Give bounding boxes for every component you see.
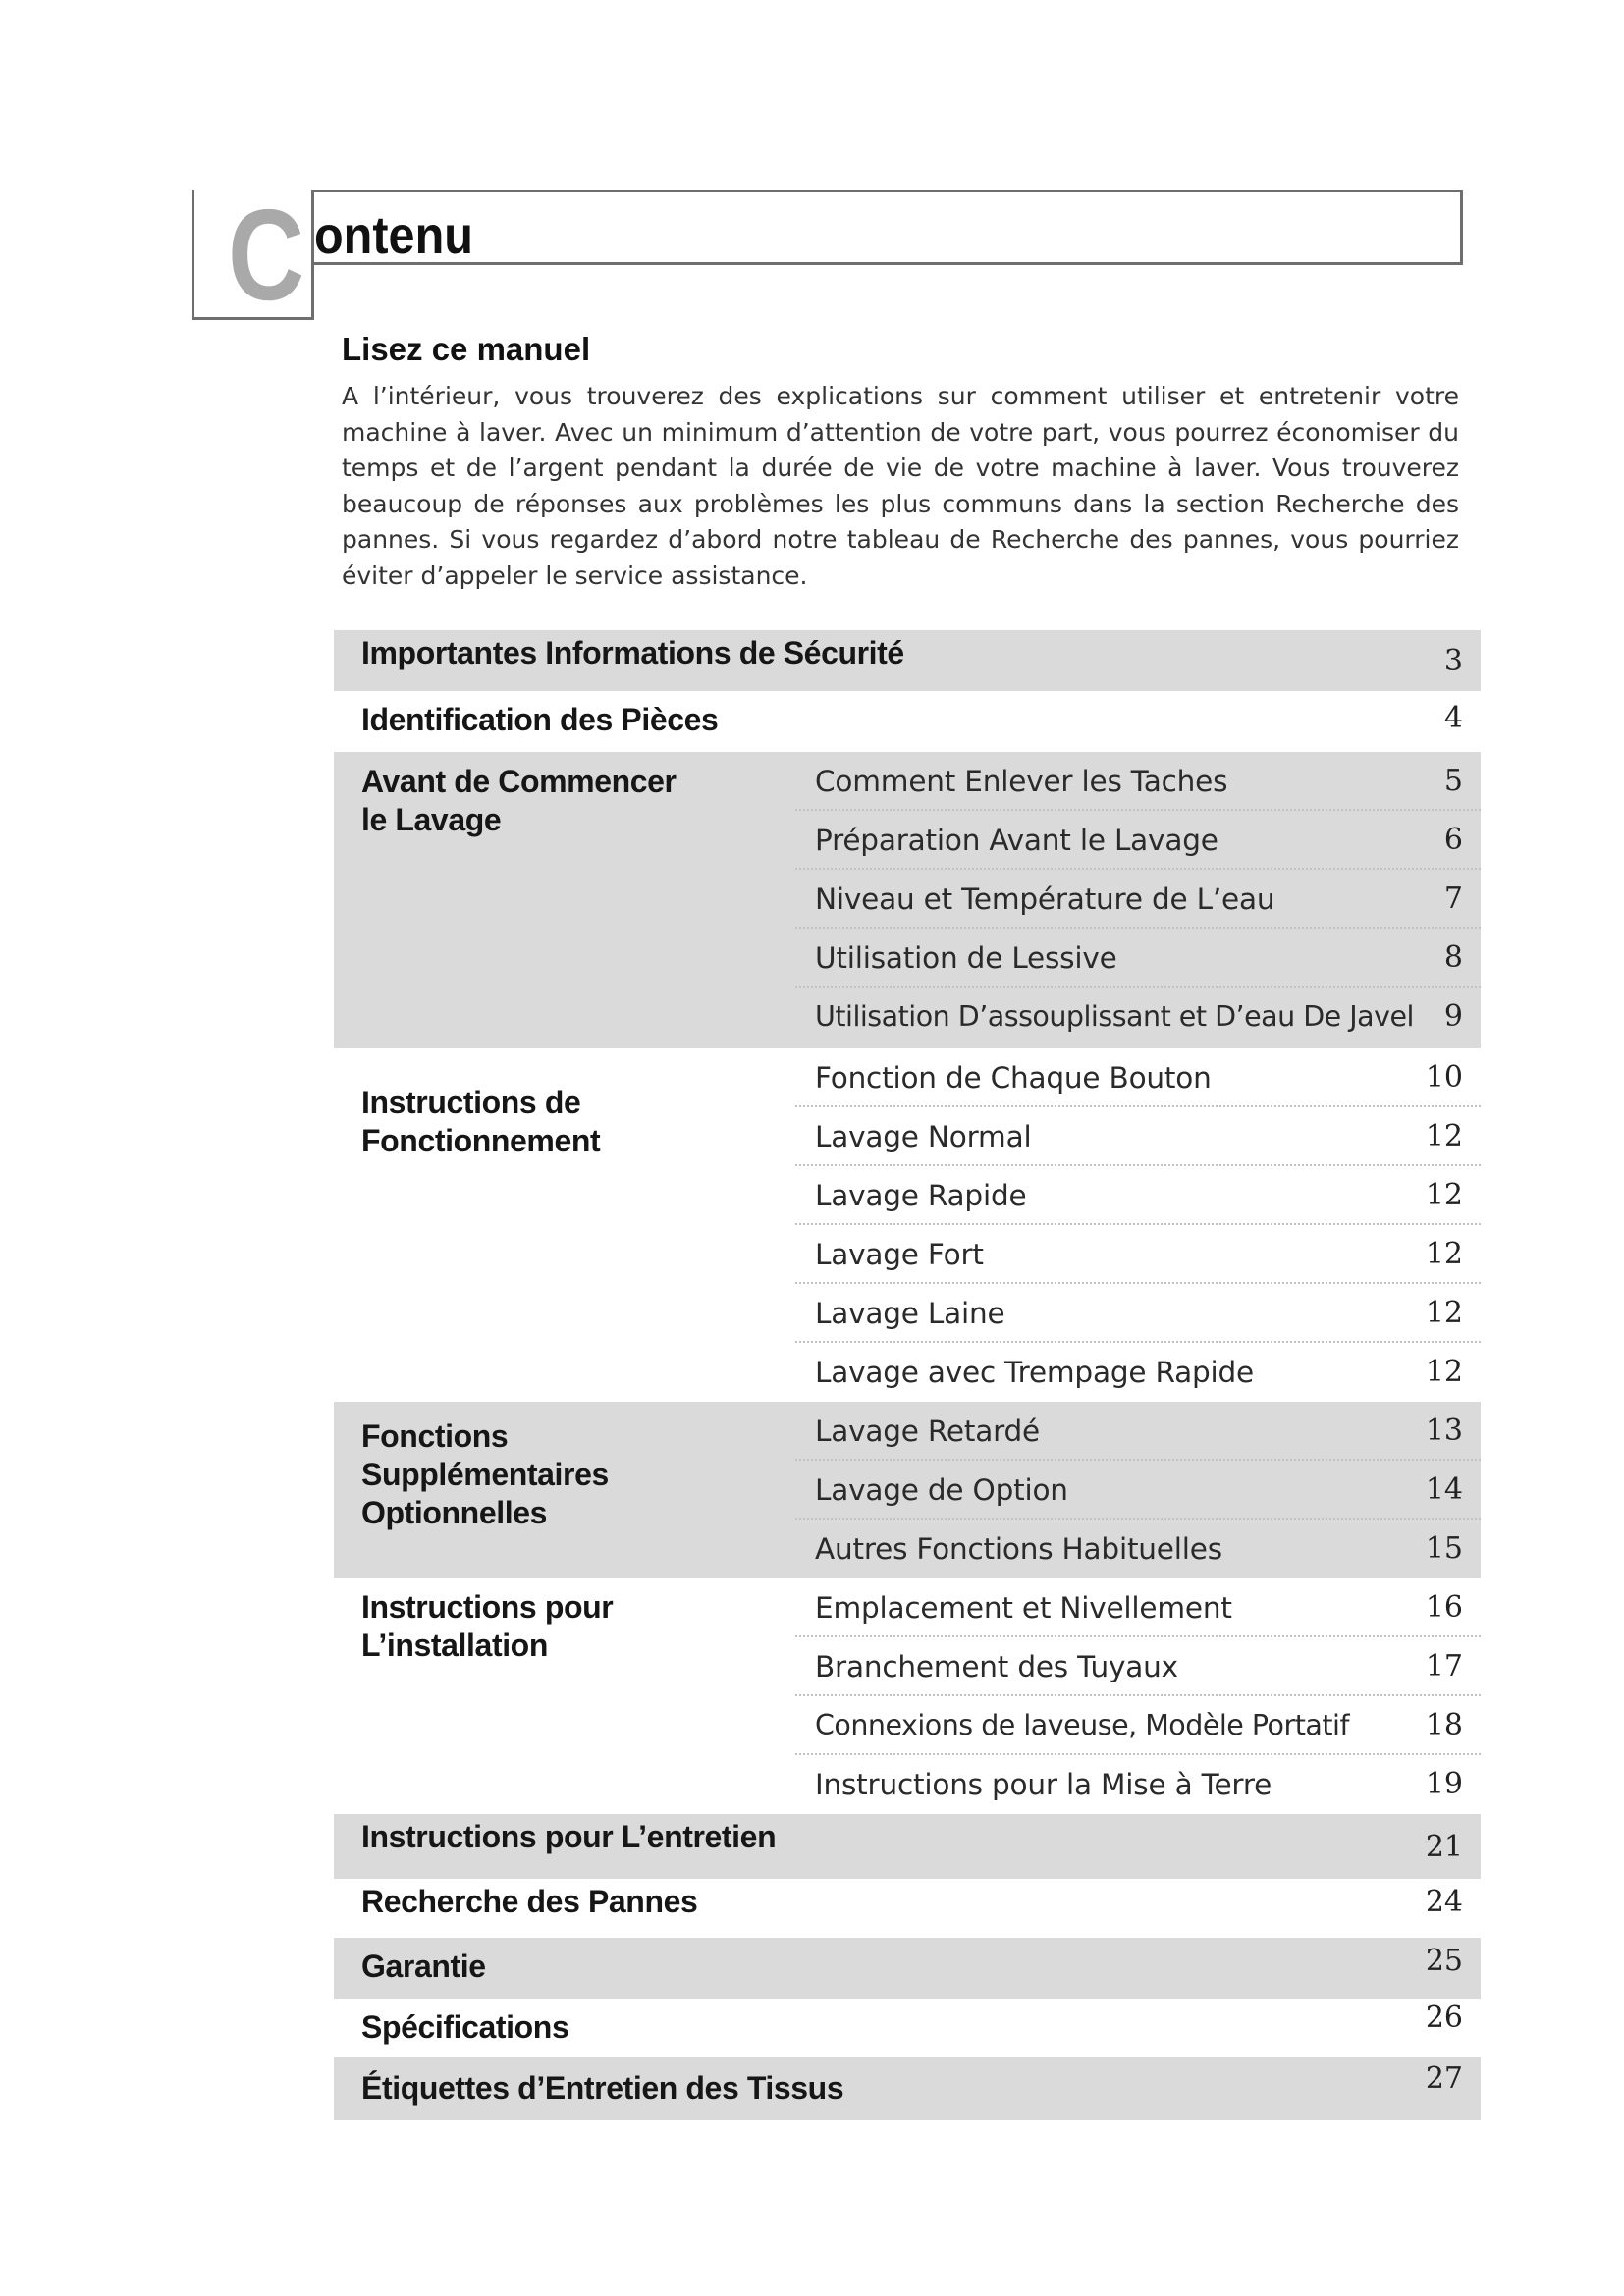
toc-page-number: 25	[1425, 1944, 1463, 1978]
toc-page-number: 4	[1443, 701, 1463, 735]
toc-label: Spécifications	[361, 2009, 569, 2045]
page-title: ontenu	[314, 206, 473, 265]
toc-label: Étiquettes d’Entretien des Tissus	[361, 2070, 844, 2106]
toc-subitem-label: Lavage avec Trempage Rapide	[815, 1356, 1255, 1389]
toc-label: Garantie	[361, 1949, 486, 1984]
toc-section-label	[361, 763, 677, 839]
toc-subitem-label: Lavage de Option	[815, 1473, 1068, 1507]
toc-section-label-line: Optionnelles	[361, 1495, 547, 1530]
toc-page-number: 15	[1425, 1531, 1463, 1566]
toc-page-number: 12	[1425, 1355, 1463, 1389]
toc-row-warranty[interactable]	[334, 1938, 1481, 1999]
toc-label: Recherche des Pannes	[361, 1884, 698, 1919]
toc-page-number: 7	[1443, 881, 1463, 916]
toc-subitem[interactable]	[795, 1696, 1481, 1755]
toc-page-number: 12	[1425, 1119, 1463, 1153]
toc-page-number: 18	[1425, 1708, 1463, 1742]
toc-page-number: 12	[1425, 1296, 1463, 1330]
toc-subitem-label: Branchement des Tuyaux	[815, 1650, 1178, 1683]
toc-subitem-label: Fonction de Chaque Bouton	[815, 1061, 1212, 1095]
toc-page-number: 24	[1425, 1885, 1463, 1919]
toc-label: Identification des Pièces	[361, 702, 719, 737]
toc-page-number: 26	[1425, 2001, 1463, 2035]
toc-section-label-line: Fonctionnement	[361, 1123, 601, 1158]
toc-section-operation	[334, 1048, 1481, 1402]
toc-label: Importantes Informations de Sécurité	[361, 635, 904, 670]
toc-row-maintenance[interactable]	[334, 1814, 1481, 1879]
toc-section-optional	[334, 1402, 1481, 1578]
toc-section-label-line: Avant de Commencer	[361, 764, 677, 799]
toc-section-before-wash	[334, 752, 1481, 1048]
toc-row-specifications[interactable]	[334, 1999, 1481, 2057]
toc-subitem[interactable]	[795, 1755, 1481, 1814]
toc-subitem[interactable]	[795, 1402, 1481, 1461]
toc-subitem[interactable]	[795, 870, 1481, 929]
toc-subitem[interactable]	[795, 1284, 1481, 1343]
toc-page-number: 8	[1443, 940, 1463, 975]
toc-page-number: 5	[1443, 764, 1463, 798]
toc-row-care-labels[interactable]	[334, 2057, 1481, 2120]
toc-subitem[interactable]	[795, 1520, 1481, 1578]
toc-page-number: 21	[1425, 1830, 1463, 1864]
toc-page-number: 10	[1425, 1060, 1463, 1095]
toc-section-label-line: Fonctions	[361, 1418, 509, 1454]
toc-subitem-label: Lavage Retardé	[815, 1415, 1040, 1448]
toc-page-number: 19	[1425, 1767, 1463, 1801]
toc-page-number: 6	[1443, 823, 1463, 857]
toc-subitem-label: Lavage Fort	[815, 1238, 984, 1271]
toc-row-troubleshooting[interactable]	[334, 1879, 1481, 1938]
toc-section-label	[361, 1084, 600, 1160]
toc-subitem[interactable]	[795, 1166, 1481, 1225]
title-initial: C	[228, 183, 305, 327]
toc-subitem-label: Préparation Avant le Lavage	[815, 824, 1218, 857]
toc-subitem[interactable]	[795, 1461, 1481, 1520]
toc-page-number: 16	[1425, 1590, 1463, 1625]
intro-body: A l’intérieur, vous trouverez des explications sur comment utiliser et entretenir votre machine à laver. Avec un minimum d’attention de votre part, vous pourrez économiser du temps et de l’argent pendant la durée de vie de votre machine à laver. Vous trouverez beaucoup de réponses aux problèmes les plus communs dans la section Recherche des pannes. Si vous regardez d’abord notre tableau de Recherche des pannes, vous pourriez éviter d’appeler le service assistance.	[342, 382, 1459, 590]
toc-subitem[interactable]	[795, 1225, 1481, 1284]
toc-subitem[interactable]	[795, 988, 1481, 1046]
toc-subitem-label: Lavage Laine	[815, 1297, 1005, 1330]
toc-subitem[interactable]	[795, 811, 1481, 870]
toc-subitem[interactable]	[795, 752, 1481, 811]
toc-subitem-label: Lavage Normal	[815, 1120, 1032, 1153]
toc-subitem[interactable]	[795, 1107, 1481, 1166]
toc-subitem[interactable]	[795, 1637, 1481, 1696]
toc-subitem-label: Utilisation D’assouplissant et D’eau De Javel	[815, 1000, 1414, 1033]
toc-section-label-line: Supplémentaires	[361, 1457, 609, 1492]
toc-subitem-label: Emplacement et Nivellement	[815, 1591, 1232, 1625]
toc-section-installation	[334, 1578, 1481, 1814]
toc-subitem-label: Instructions pour la Mise à Terre	[815, 1768, 1272, 1801]
toc-page-number: 3	[1443, 644, 1463, 678]
intro-heading: Lisez ce manuel	[342, 331, 591, 367]
toc-subitem-label: Niveau et Température de L’eau	[815, 882, 1275, 916]
toc-label: Instructions pour L’entretien	[361, 1819, 777, 1854]
toc-row-safety[interactable]	[334, 630, 1481, 691]
toc-page-number: 17	[1425, 1649, 1463, 1683]
toc-page-number: 14	[1425, 1472, 1463, 1507]
toc-page-number: 9	[1443, 999, 1463, 1034]
toc-page-number: 27	[1425, 2061, 1463, 2096]
toc-subitem-label: Comment Enlever les Taches	[815, 765, 1228, 798]
toc-subitem-label: Connexions de laveuse, Modèle Portatif	[815, 1709, 1349, 1741]
toc-subitem[interactable]	[795, 1048, 1481, 1107]
toc-subitem-label: Utilisation de Lessive	[815, 941, 1117, 975]
toc-section-label-line: Instructions de	[361, 1085, 581, 1120]
toc-section-label-line: Instructions pour	[361, 1589, 614, 1625]
toc-section-label-line: le Lavage	[361, 802, 502, 837]
toc-page-number: 13	[1425, 1414, 1463, 1448]
toc-section-label-line: L’installation	[361, 1628, 548, 1663]
toc-subitem-label: Lavage Rapide	[815, 1179, 1027, 1212]
toc-page-number: 12	[1425, 1178, 1463, 1212]
toc-subitem[interactable]	[795, 1343, 1481, 1402]
toc-page-number: 12	[1425, 1237, 1463, 1271]
toc-subitem[interactable]	[795, 1578, 1481, 1637]
toc-section-label	[361, 1417, 609, 1532]
toc-section-label	[361, 1588, 613, 1665]
toc-subitem[interactable]	[795, 929, 1481, 988]
toc-row-parts[interactable]	[334, 691, 1481, 752]
toc-subitem-label: Autres Fonctions Habituelles	[815, 1532, 1222, 1566]
